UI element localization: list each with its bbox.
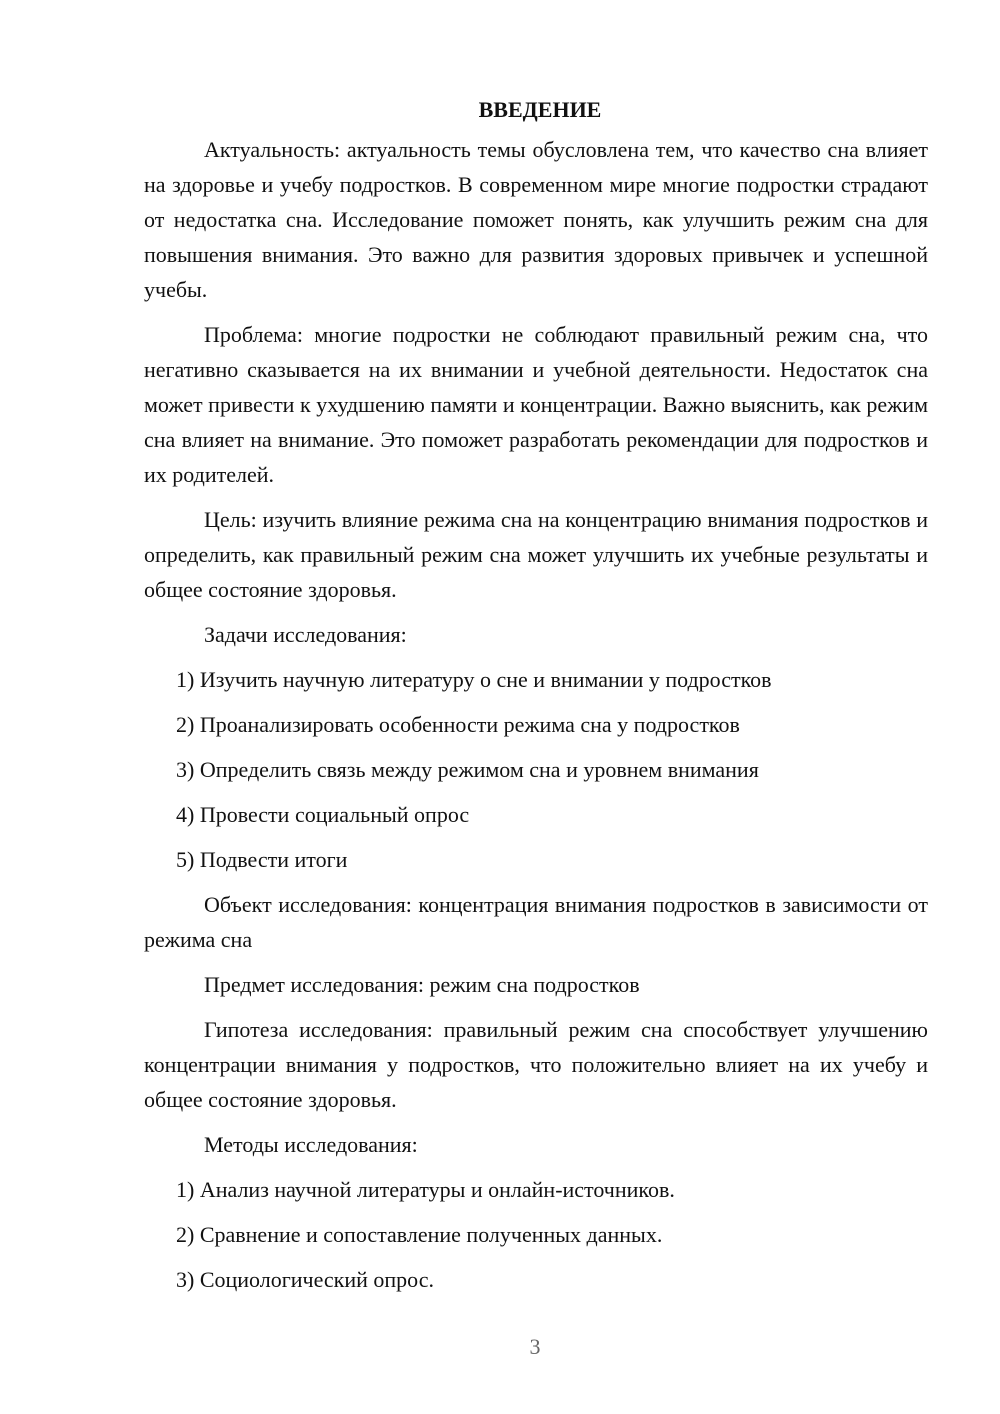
page-number: 3 [529, 1334, 541, 1359]
subject-paragraph: Предмет исследования: режим сна подростков [204, 972, 640, 997]
hypothesis-paragraph: Гипотеза исследования: правильный режим сна способствует улучшению концентрации внимания у подростков, что положительно влияет на их учебу и общее состояние здоровья. [144, 1017, 928, 1112]
method-item: 2) Сравнение и сопоставление полученных данных. [176, 1222, 663, 1247]
method-item: 3) Социологический опрос. [176, 1267, 434, 1292]
task-item: 2) Проанализировать особенности режима сна у подростков [176, 712, 740, 737]
relevance-paragraph: Актуальность: актуальность темы обусловлена тем, что качество сна влияет на здоровье и учебу подростков. В современном мире многие подростки страдают от недостатка сна. Исследование поможет понять, как улучшить режим сна для повышения внимания. Это важно для развития здоровых привычек и успешной учебы. [144, 137, 928, 302]
task-item: 4) Провести социальный опрос [176, 802, 470, 827]
page-content [144, 96, 928, 1307]
task-item: 1) Изучить научную литературу о сне и внимании у подростков [176, 667, 772, 692]
methods-heading: Методы исследования: [204, 1132, 418, 1157]
method-item: 1) Анализ научной литературы и онлайн-источников. [176, 1177, 675, 1202]
goal-paragraph: Цель: изучить влияние режима сна на концентрацию внимания подростков и определить, как правильный режим сна может улучшить их учебные результаты и общее состояние здоровья. [144, 507, 928, 602]
problem-paragraph: Проблема: многие подростки не соблюдают правильный режим сна, что негативно сказывается на их внимании и учебной деятельности. Недостаток сна может привести к ухудшению памяти и концентрации. Важно выяснить, как режим сна влияет на внимание. Это поможет разработать рекомендации для подростков и их родителей. [144, 322, 928, 487]
tasks-heading: Задачи исследования: [204, 622, 407, 647]
section-title: ВВЕДЕНИЕ [478, 97, 602, 122]
task-item: 5) Подвести итоги [176, 847, 348, 872]
task-item: 3) Определить связь между режимом сна и уровнем внимания [176, 757, 759, 782]
object-paragraph: Объект исследования: концентрация внимания подростков в зависимости от режима сна [144, 892, 928, 952]
